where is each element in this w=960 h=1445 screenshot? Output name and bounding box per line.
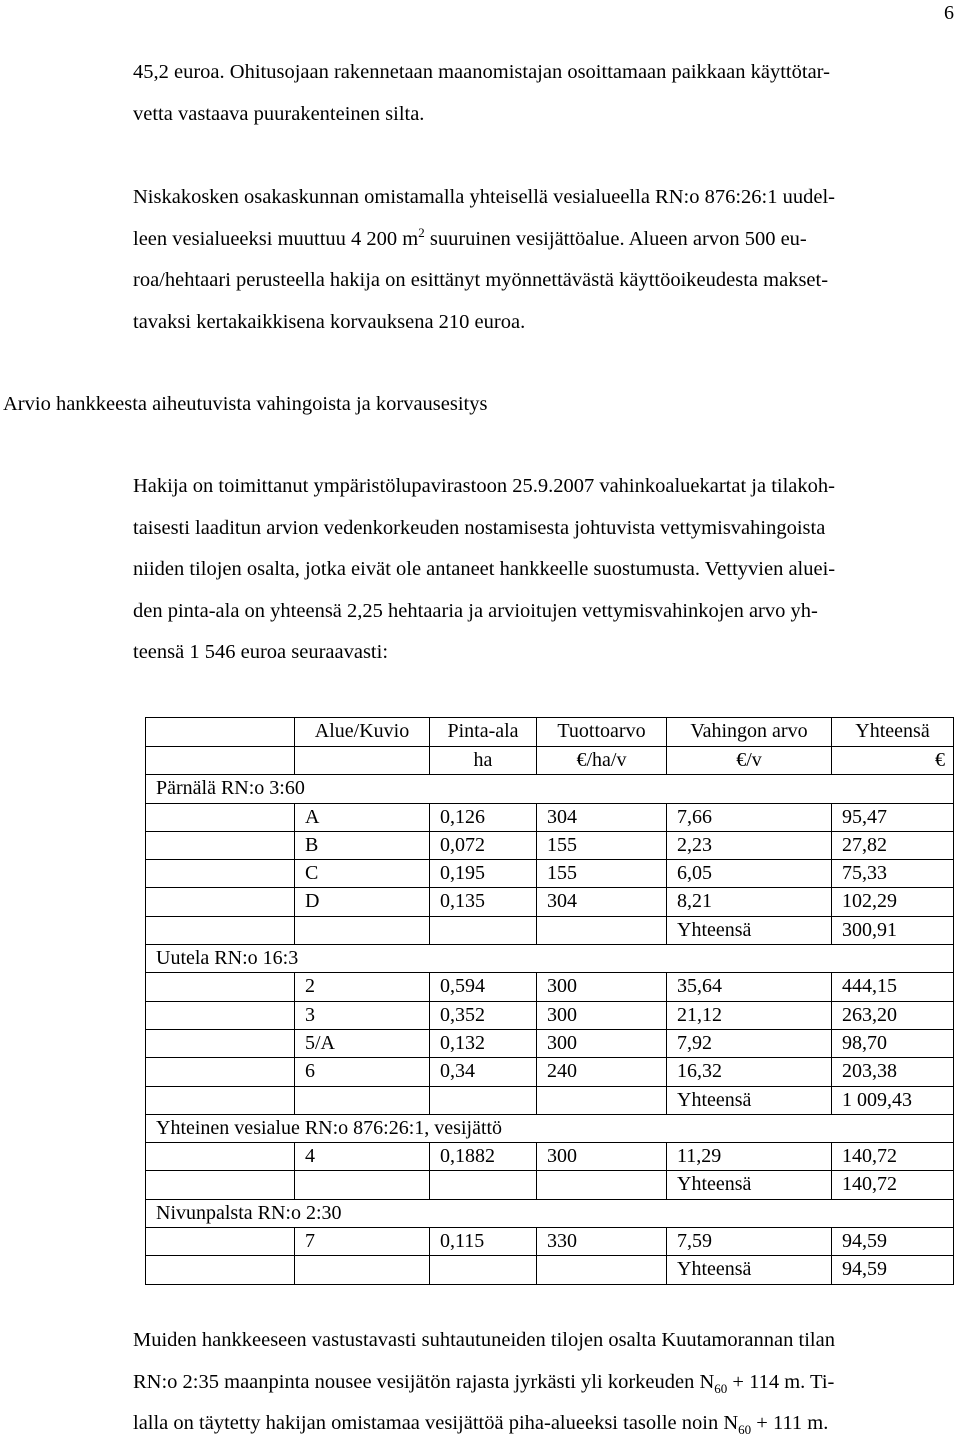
table-cell [430,916,537,944]
table-cell [537,1256,667,1284]
table-cell: 0,594 [430,973,537,1001]
table-cell: 75,33 [832,860,954,888]
paragraph-2 [133,177,957,343]
total-label: Yhteensä [667,1256,832,1284]
total-label: Yhteensä [667,1171,832,1199]
unit-cell: €/ha/v [537,747,667,775]
table-cell [146,860,295,888]
paragraph-4 [133,1320,957,1445]
table-cell [146,1058,295,1086]
text-line: Muiden hankkeeseen vastustavasti suhtautuneiden tilojen osalta Kuutamorannan tilan [133,1329,835,1351]
table-cell: 7 [295,1228,430,1256]
table-cell [146,718,295,747]
table-cell: 304 [537,888,667,916]
table-cell: 300 [537,1143,667,1171]
table-cell [295,747,430,775]
total-value: 94,59 [832,1256,954,1284]
table-row [146,1143,954,1171]
text-line: roa/hehtaari perusteella hakija on esittänyt myönnettävästä käyttöoikeudesta makset- [133,269,829,291]
column-header: Vahingon arvo [667,718,832,747]
table-row [146,1228,954,1256]
text-line: tavaksi kertakaikkisena korvauksena 210 euroa. [133,310,526,333]
table-cell: 140,72 [832,1143,954,1171]
table-cell: 2,23 [667,831,832,859]
table-cell [146,1001,295,1029]
table-cell [146,1256,295,1284]
table-cell: 5/A [295,1029,430,1057]
table-cell: 0,34 [430,1058,537,1086]
paragraph-1 [133,52,957,135]
table-cell: 0,115 [430,1228,537,1256]
table-cell: 7,66 [667,803,832,831]
table-cell: 263,20 [832,1001,954,1029]
text-line [133,1362,957,1404]
table-cell: C [295,860,430,888]
table-cell: 240 [537,1058,667,1086]
table-cell: 16,32 [667,1058,832,1086]
text-line: Niskakosken osakaskunnan omistamalla yhteisellä vesialueella RN:o 876:26:1 uudel- [133,186,835,208]
group-name: Pärnälä RN:o 3:60 [146,775,954,803]
table-cell: 300 [537,1001,667,1029]
table-cell [146,803,295,831]
text-line: den pinta-ala on yhteensä 2,25 hehtaaria ja arvioitujen vettymisvahinkojen arvo yh- [133,599,818,622]
table-cell [146,916,295,944]
total-value: 300,91 [832,916,954,944]
page-number: 6 [944,2,954,24]
group-name: Uutela RN:o 16:3 [146,945,954,973]
text-line: niiden tilojen osalta, jotka eivät ole antaneet hankkeelle suostumusta. Vettyvien aluei- [133,558,836,580]
table-cell: B [295,831,430,859]
table-cell: 102,29 [832,888,954,916]
paragraph-3 [133,466,957,674]
group-name: Yhteinen vesialue RN:o 876:26:1, vesijättö [146,1114,954,1142]
group-name: Nivunpalsta RN:o 2:30 [146,1199,954,1227]
table-cell: A [295,803,430,831]
table-cell [146,1086,295,1114]
table-cell: 0,1882 [430,1143,537,1171]
table-cell [537,916,667,944]
table-cell: 155 [537,831,667,859]
table-cell: 0,352 [430,1001,537,1029]
table-row [146,1001,954,1029]
table-cell [537,1171,667,1199]
text-span: RN:o 2:35 maanpinta nousee vesijätön rajasta jyrkästi yli korkeuden N [133,1370,715,1393]
table-cell: 8,21 [667,888,832,916]
table-cell [430,1171,537,1199]
group-row [146,945,954,973]
text-line: vetta vastaava puurakenteinen silta. [133,102,425,125]
column-header: Pinta-ala [430,718,537,747]
table-cell: 94,59 [832,1228,954,1256]
table-cell: 330 [537,1228,667,1256]
table-cell: 300 [537,973,667,1001]
table-cell [146,1029,295,1057]
table-cell: 2 [295,973,430,1001]
table-cell: 98,70 [832,1029,954,1057]
section-heading: Arvio hankkeesta aiheutuvista vahingoista ja korvausesitys [3,393,488,415]
text-span: suuruinen vesijättöalue. Alueen arvon 500 eu- [424,227,807,250]
table-cell: 7,92 [667,1029,832,1057]
table-cell [146,1143,295,1171]
total-label: Yhteensä [667,916,832,944]
text-line: taisesti laaditun arvion vedenkorkeuden nostamisesta johtuvista vettymisvahingoista [133,516,826,539]
column-header: Tuottoarvo [537,718,667,747]
table-cell [146,1171,295,1199]
table-cell: 7,59 [667,1228,832,1256]
text-span: + 111 m. [751,1412,829,1434]
table-cell [146,973,295,1001]
table-row [146,803,954,831]
table-cell [295,916,430,944]
text-line [133,219,957,261]
text-span: lalla on täytetty hakijan omistamaa vesijättöä piha-alueeksi tasolle noin N [133,1412,739,1434]
unit-cell: €/v [667,747,832,775]
table-cell: 203,38 [832,1058,954,1086]
table-cell [295,1171,430,1199]
text-line [133,1403,957,1445]
total-label: Yhteensä [667,1086,832,1114]
table-unit-row [146,747,954,775]
table-cell: 0,126 [430,803,537,831]
damage-table [145,717,954,1285]
total-row [146,916,954,944]
table-cell: 11,29 [667,1143,832,1171]
text-span: leen vesialueeksi muuttuu 4 200 m [133,227,419,250]
table-row [146,860,954,888]
table-cell [295,1256,430,1284]
table-cell [146,747,295,775]
group-row [146,1114,954,1142]
text-line: 45,2 euroa. Ohitusojaan rakennetaan maanomistajan osoittamaan paikkaan käyttötar- [133,61,830,83]
table-row [146,1058,954,1086]
table-cell: 0,132 [430,1029,537,1057]
table-row [146,888,954,916]
total-row [146,1086,954,1114]
table-cell: 444,15 [832,973,954,1001]
table-row [146,831,954,859]
table-header-row [146,718,954,747]
table-cell [430,1086,537,1114]
table-cell: 6,05 [667,860,832,888]
unit-cell: € [832,747,954,775]
table-cell: 155 [537,860,667,888]
group-row [146,775,954,803]
table-cell: 3 [295,1001,430,1029]
table-cell: 95,47 [832,803,954,831]
table-cell: D [295,888,430,916]
subscript: 60 [738,1422,752,1438]
table-cell: 304 [537,803,667,831]
subscript: 60 [714,1380,728,1396]
text-line: teensä 1 546 euroa seuraavasti: [133,641,389,663]
table-cell: 0,135 [430,888,537,916]
table-cell: 4 [295,1143,430,1171]
unit-cell: ha [430,747,537,775]
column-header: Alue/Kuvio [295,718,430,747]
total-value: 140,72 [832,1171,954,1199]
table-cell [146,831,295,859]
total-row [146,1256,954,1284]
text-line: Hakija on toimittanut ympäristölupavirastoon 25.9.2007 vahinkoaluekartat ja tilakoh- [133,475,835,497]
table-cell: 6 [295,1058,430,1086]
table-cell [146,1228,295,1256]
table-cell: 0,195 [430,860,537,888]
column-header: Yhteensä [832,718,954,747]
table-cell: 300 [537,1029,667,1057]
table-cell [537,1086,667,1114]
total-value: 1 009,43 [832,1086,954,1114]
table-cell: 35,64 [667,973,832,1001]
table-cell: 21,12 [667,1001,832,1029]
table-row [146,1029,954,1057]
table-cell [146,888,295,916]
table-row [146,973,954,1001]
table-cell: 0,072 [430,831,537,859]
table-cell [295,1086,430,1114]
superscript: 2 [418,224,425,240]
group-row [146,1199,954,1227]
table-cell: 27,82 [832,831,954,859]
table-cell [430,1256,537,1284]
text-span: + 114 m. Ti- [727,1370,835,1393]
total-row [146,1171,954,1199]
